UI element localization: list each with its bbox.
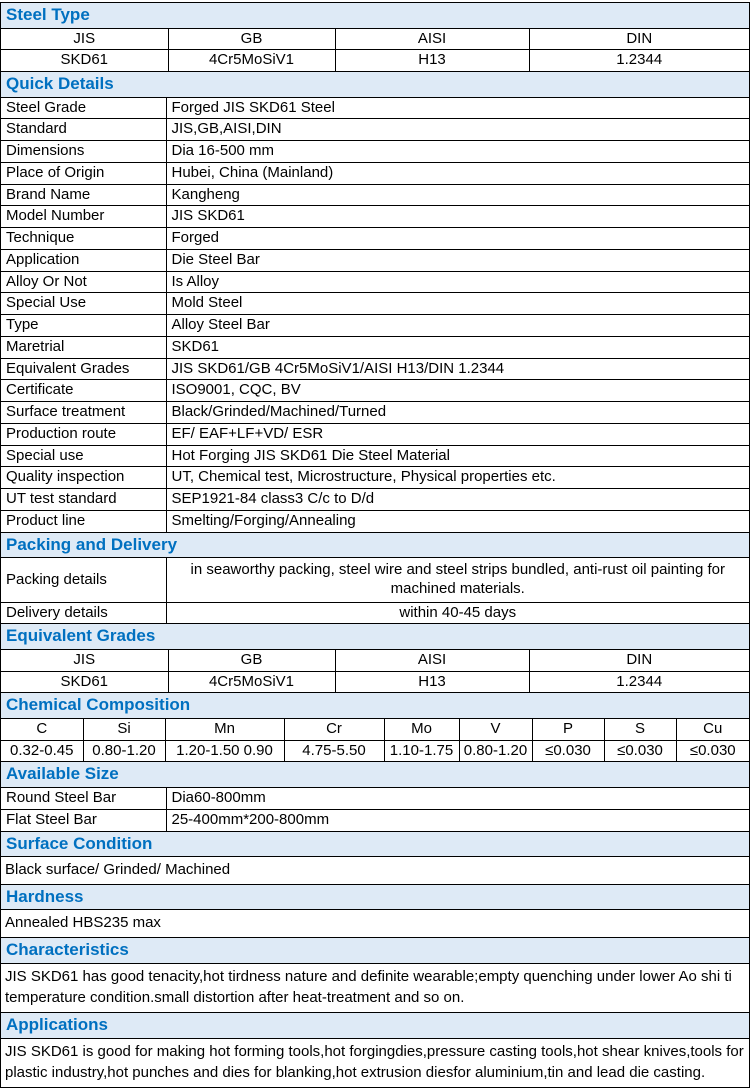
spec-value: Dia60-800mm [166, 788, 749, 809]
quick-details-table [1, 98, 749, 533]
spec-label: Place of Origin [1, 162, 166, 184]
spec-value: Is Alloy [166, 271, 749, 293]
chem-header-cell: Mn [165, 719, 284, 740]
table-row [1, 809, 749, 831]
steel-type-table [1, 29, 749, 73]
spec-value: Smelting/Forging/Annealing [166, 510, 749, 532]
table-row [1, 719, 749, 740]
table-row [1, 206, 749, 228]
spec-label: Special Use [1, 293, 166, 315]
section-title-available-size: Available Size [1, 762, 749, 788]
chem-value-cell: 0.32-0.45 [1, 740, 83, 762]
grade-header-cell: GB [168, 29, 335, 50]
chem-header-cell: V [459, 719, 532, 740]
spec-value: Hubei, China (Mainland) [166, 162, 749, 184]
spec-value: EF/ EAF+LF+VD/ ESR [166, 423, 749, 445]
spec-value: SKD61 [166, 336, 749, 358]
table-row [1, 671, 749, 693]
table-row [1, 293, 749, 315]
chem-header-cell: Cr [284, 719, 384, 740]
grade-header-cell: JIS [1, 29, 168, 50]
grade-header-cell: AISI [335, 650, 529, 671]
table-row [1, 358, 749, 380]
table-row [1, 228, 749, 250]
spec-label: Dimensions [1, 141, 166, 163]
table-row [1, 510, 749, 532]
table-row [1, 271, 749, 293]
spec-label: Standard [1, 119, 166, 141]
chem-header-cell: Si [83, 719, 165, 740]
chem-value-cell: ≤0.030 [532, 740, 604, 762]
table-row [1, 119, 749, 141]
spec-label: Certificate [1, 380, 166, 402]
table-row [1, 788, 749, 809]
spec-value: in seaworthy packing, steel wire and steel strips bundled, anti-rust oil painting for machined materials. [166, 558, 749, 602]
spec-label: Technique [1, 228, 166, 250]
table-row [1, 558, 749, 602]
section-title-hardness: Hardness [1, 885, 749, 911]
spec-value: JIS SKD61/GB 4Cr5MoSiV1/AISI H13/DIN 1.2344 [166, 358, 749, 380]
chem-header-cell: C [1, 719, 83, 740]
spec-label: Steel Grade [1, 98, 166, 119]
section-title-steel-type: Steel Type [1, 3, 749, 29]
section-title-characteristics: Characteristics [1, 938, 749, 964]
table-row [1, 29, 749, 50]
chem-value-cell: 0.80-1.20 [459, 740, 532, 762]
available-size-table [1, 788, 749, 832]
table-row [1, 336, 749, 358]
spec-label: Type [1, 315, 166, 337]
table-row [1, 650, 749, 671]
spec-value: Forged JIS SKD61 Steel [166, 98, 749, 119]
table-row [1, 602, 749, 624]
spec-label: Model Number [1, 206, 166, 228]
spec-value: Die Steel Bar [166, 249, 749, 271]
spec-value: SEP1921-84 class3 C/c to D/d [166, 489, 749, 511]
table-row [1, 402, 749, 424]
spec-value: Mold Steel [166, 293, 749, 315]
spec-label: Alloy Or Not [1, 271, 166, 293]
grade-value-cell: 1.2344 [529, 50, 749, 72]
spec-label: Surface treatment [1, 402, 166, 424]
chem-value-cell: 4.75-5.50 [284, 740, 384, 762]
spec-label: Quality inspection [1, 467, 166, 489]
spec-value: JIS SKD61 [166, 206, 749, 228]
chem-value-cell: ≤0.030 [604, 740, 676, 762]
chem-header-cell: Mo [384, 719, 459, 740]
grade-value-cell: H13 [335, 671, 529, 693]
chem-header-cell: P [532, 719, 604, 740]
grade-header-cell: JIS [1, 650, 168, 671]
spec-label: Flat Steel Bar [1, 809, 166, 831]
chemical-composition-table [1, 719, 749, 763]
spec-label: Application [1, 249, 166, 271]
grade-value-cell: 4Cr5MoSiV1 [168, 50, 335, 72]
spec-label: Brand Name [1, 184, 166, 206]
chem-value-cell: 1.20-1.50 0.90 [165, 740, 284, 762]
spec-value: ISO9001, CQC, BV [166, 380, 749, 402]
hardness-text: Annealed HBS235 max [1, 910, 749, 938]
grade-header-cell: DIN [529, 29, 749, 50]
spec-value: Forged [166, 228, 749, 250]
chem-value-cell: ≤0.030 [676, 740, 749, 762]
spec-label: UT test standard [1, 489, 166, 511]
spec-label: Maretrial [1, 336, 166, 358]
table-row [1, 423, 749, 445]
spec-label: Delivery details [1, 602, 166, 624]
spec-label: Round Steel Bar [1, 788, 166, 809]
grade-value-cell: SKD61 [1, 50, 168, 72]
grade-header-cell: GB [168, 650, 335, 671]
chem-header-cell: S [604, 719, 676, 740]
grade-value-cell: 1.2344 [529, 671, 749, 693]
packing-table [1, 558, 749, 624]
table-row [1, 489, 749, 511]
chem-header-cell: Cu [676, 719, 749, 740]
table-row [1, 50, 749, 72]
table-row [1, 98, 749, 119]
table-row [1, 445, 749, 467]
spec-value: UT, Chemical test, Microstructure, Physical properties etc. [166, 467, 749, 489]
section-title-quick-details: Quick Details [1, 72, 749, 98]
grade-header-cell: DIN [529, 650, 749, 671]
equivalent-grades-table [1, 650, 749, 694]
spec-value: 25-400mm*200-800mm [166, 809, 749, 831]
table-row [1, 380, 749, 402]
surface-condition-text: Black surface/ Grinded/ Machined [1, 857, 749, 885]
spec-label: Equivalent Grades [1, 358, 166, 380]
grade-value-cell: H13 [335, 50, 529, 72]
chem-value-cell: 0.80-1.20 [83, 740, 165, 762]
spec-sheet [0, 2, 750, 1088]
table-row [1, 315, 749, 337]
spec-value: JIS,GB,AISI,DIN [166, 119, 749, 141]
spec-value: within 40-45 days [166, 602, 749, 624]
table-row [1, 467, 749, 489]
spec-label: Special use [1, 445, 166, 467]
table-row [1, 249, 749, 271]
table-row [1, 141, 749, 163]
grade-header-cell: AISI [335, 29, 529, 50]
grade-value-cell: SKD61 [1, 671, 168, 693]
table-row [1, 184, 749, 206]
section-title-packing-delivery: Packing and Delivery [1, 533, 749, 559]
table-row [1, 740, 749, 762]
section-title-applications: Applications [1, 1013, 749, 1039]
characteristics-text: JIS SKD61 has good tenacity,hot tirdness nature and definite wearable;empty quenching under lower Ao shi ti temperature condition.small distortion after heat-treatment and so on. [1, 964, 749, 1014]
applications-text: JIS SKD61 is good for making hot forming tools,hot forgingdies,pressure casting tools,hot shear knives,tools for plastic industry,hot punches and dies for blanking,hot extrusion diesfor aluminium,tin and lead die casting. [5, 1042, 744, 1082]
spec-value: Alloy Steel Bar [166, 315, 749, 337]
section-title-equivalent-grades: Equivalent Grades [1, 624, 749, 650]
grade-value-cell: 4Cr5MoSiV1 [168, 671, 335, 693]
table-row [1, 162, 749, 184]
section-title-surface-condition: Surface Condition [1, 832, 749, 858]
spec-label: Packing details [1, 558, 166, 602]
spec-label: Production route [1, 423, 166, 445]
spec-value: Kangheng [166, 184, 749, 206]
section-title-chemical-composition: Chemical Composition [1, 693, 749, 719]
spec-value: Dia 16-500 mm [166, 141, 749, 163]
spec-value: Hot Forging JIS SKD61 Die Steel Material [166, 445, 749, 467]
spec-label: Product line [1, 510, 166, 532]
chem-value-cell: 1.10-1.75 [384, 740, 459, 762]
spec-value: Black/Grinded/Machined/Turned [166, 402, 749, 424]
